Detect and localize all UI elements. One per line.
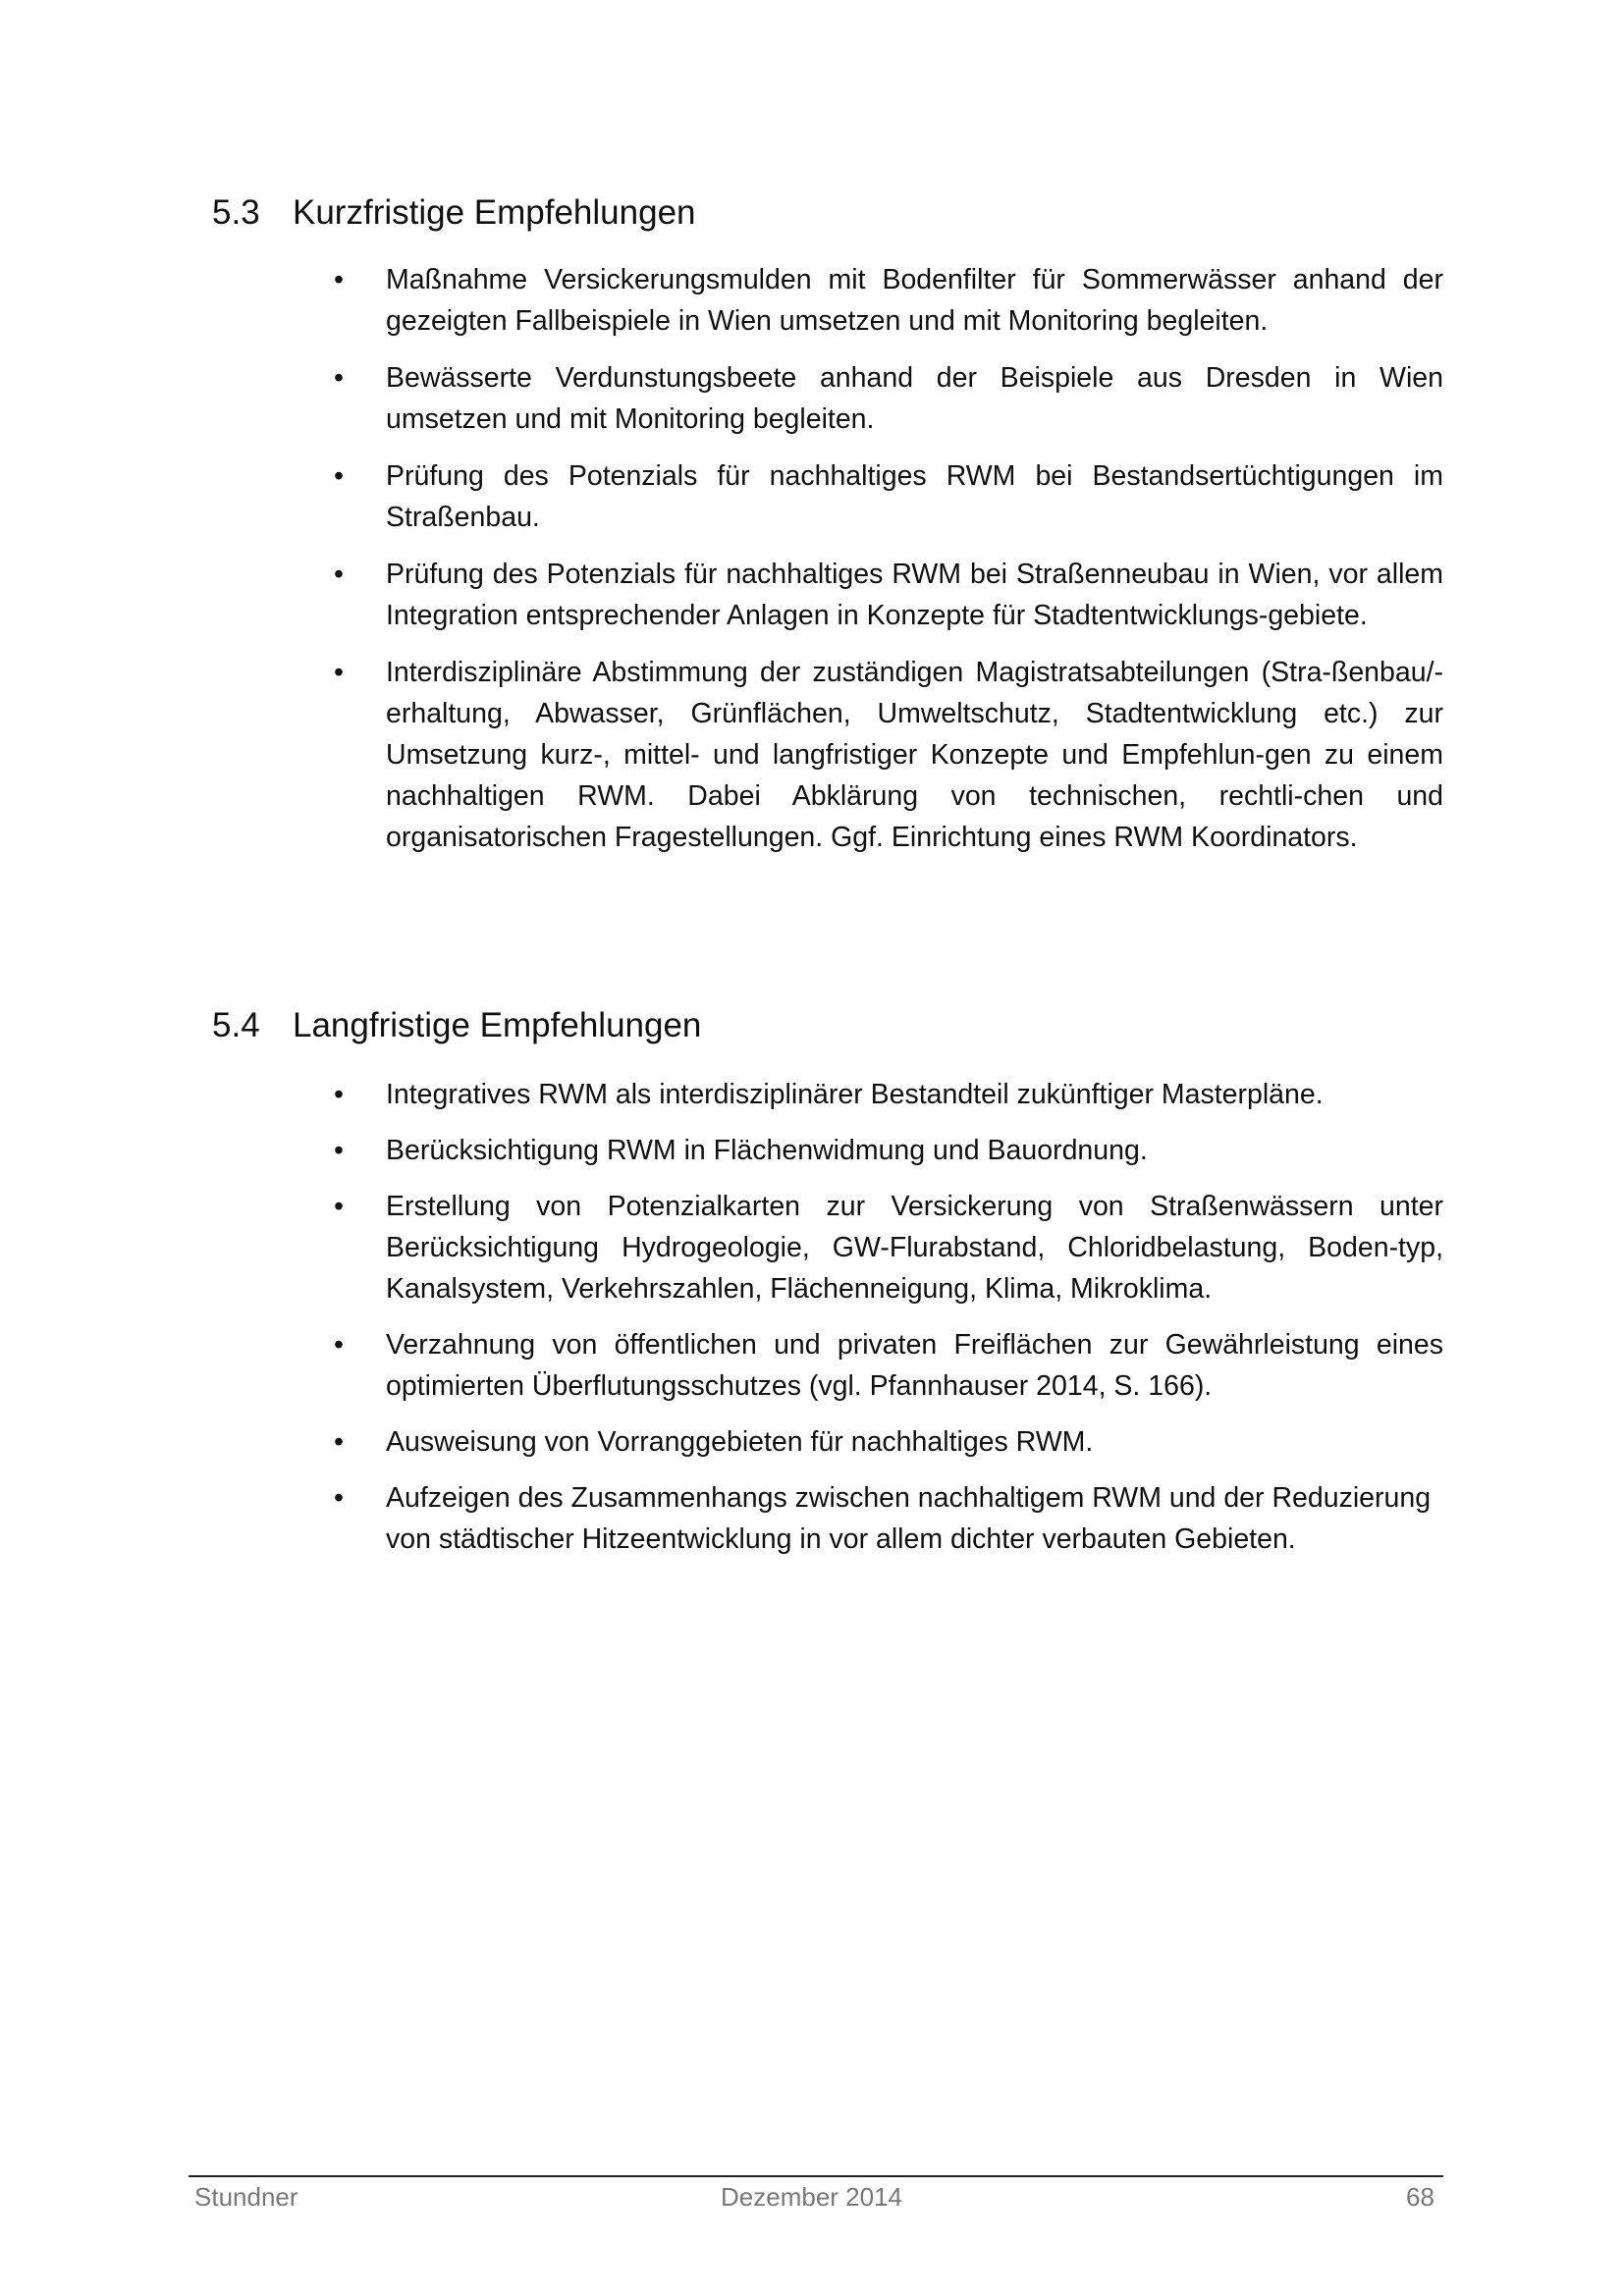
list-item-text: Integratives RWM als interdisziplinärer Bestandteil zukünftiger Masterpläne. <box>386 1079 1324 1110</box>
list-item-text: Berücksichtigung RWM in Flächenwidmung und Bauordnung. <box>386 1135 1148 1166</box>
list-item-text: Verzahnung von öffentlichen und privaten Freiflächen zur Gewährleistung eines optimierten Überflutungsschutzes (vgl. Pfannhauser 2014, S. 166). <box>386 1329 1443 1402</box>
long-term-recommendations-list <box>334 1074 1443 1560</box>
list-item-text: Erstellung von Potenzialkarten zur Versickerung von Straßenwässern unter Berücksichtigung Hydrogeologie, GW-Flurabstand, Chloridbelastung, Boden-typ, Kanalsystem, Verkehrszahlen, Flächenneigung, Klima, Mikroklima. <box>386 1191 1443 1305</box>
list-item <box>334 259 1443 342</box>
section-heading-5-4 <box>212 1005 701 1046</box>
footer-divider <box>189 2175 1443 2177</box>
list-item <box>334 1477 1443 1560</box>
list-item <box>334 1186 1443 1309</box>
bullet-icon: • <box>334 559 344 590</box>
footer-author: Stundner <box>194 2182 298 2212</box>
list-item-text: Maßnahme Versickerungsmulden mit Bodenfilter für Sommerwässer anhand der gezeigten Fallbeispiele in Wien umsetzen und mit Monitoring begleiten. <box>386 264 1443 337</box>
bullet-icon: • <box>334 1426 344 1458</box>
section-number: 5.4 <box>212 1006 260 1044</box>
list-item-text: Prüfung des Potenzials für nachhaltiges RWM bei Straßenneubau in Wien, vor allem Integration entsprechender Anlagen in Konzepte für Stadtentwicklungs-gebiete. <box>386 559 1443 631</box>
bullet-icon: • <box>334 460 344 492</box>
section-title: Kurzfristige Empfehlungen <box>293 193 696 232</box>
list-item <box>334 1421 1443 1463</box>
list-item <box>334 1130 1443 1171</box>
section-number: 5.3 <box>212 193 260 232</box>
bullet-icon: • <box>334 657 344 688</box>
list-item <box>334 652 1443 858</box>
list-item <box>334 1324 1443 1407</box>
footer-page-number: 68 <box>1406 2182 1434 2212</box>
section-heading-5-3 <box>212 192 696 234</box>
list-item-text: Ausweisung von Vorranggebieten für nachhaltiges RWM. <box>386 1426 1094 1458</box>
footer-date: Dezember 2014 <box>721 2182 902 2212</box>
list-item-text: Bewässerte Verdunstungsbeete anhand der Beispiele aus Dresden in Wien umsetzen und mit Monitoring begleiten. <box>386 362 1443 435</box>
bullet-icon: • <box>334 1482 344 1514</box>
bullet-icon: • <box>334 362 344 394</box>
list-item <box>334 1074 1443 1115</box>
list-item-text: Prüfung des Potenzials für nachhaltiges RWM bei Bestandsertüchtigungen im Straßenbau. <box>386 460 1443 533</box>
bullet-icon: • <box>334 1329 344 1361</box>
list-item-text: Interdisziplinäre Abstimmung der zuständigen Magistratsabteilungen (Stra-ßenbau/-erhaltung, Abwasser, Grünflächen, Umweltschutz, Stadtentwicklung etc.) zur Umsetzung kurz-, mittel- und langfristiger Konzepte und Empfehlun-gen zu einem nachhaltigen RWM. Dabei Abklärung von technischen, rechtli-chen und organisatorischen Fragestellungen. Ggf. Einrichtung eines RWM Koordinators. <box>386 657 1443 853</box>
list-item-text: Aufzeigen des Zusammenhangs zwischen nachhaltigem RWM und der Reduzierung von städtischer Hitzeentwicklung in vor allem dichter verbauten Gebieten. <box>386 1482 1432 1555</box>
bullet-icon: • <box>334 1135 344 1166</box>
list-item <box>334 554 1443 636</box>
list-item <box>334 455 1443 538</box>
short-term-recommendations-list <box>334 259 1443 858</box>
section-title: Langfristige Empfehlungen <box>293 1006 702 1044</box>
bullet-icon: • <box>334 264 344 295</box>
bullet-icon: • <box>334 1191 344 1222</box>
bullet-icon: • <box>334 1079 344 1110</box>
list-item <box>334 357 1443 440</box>
